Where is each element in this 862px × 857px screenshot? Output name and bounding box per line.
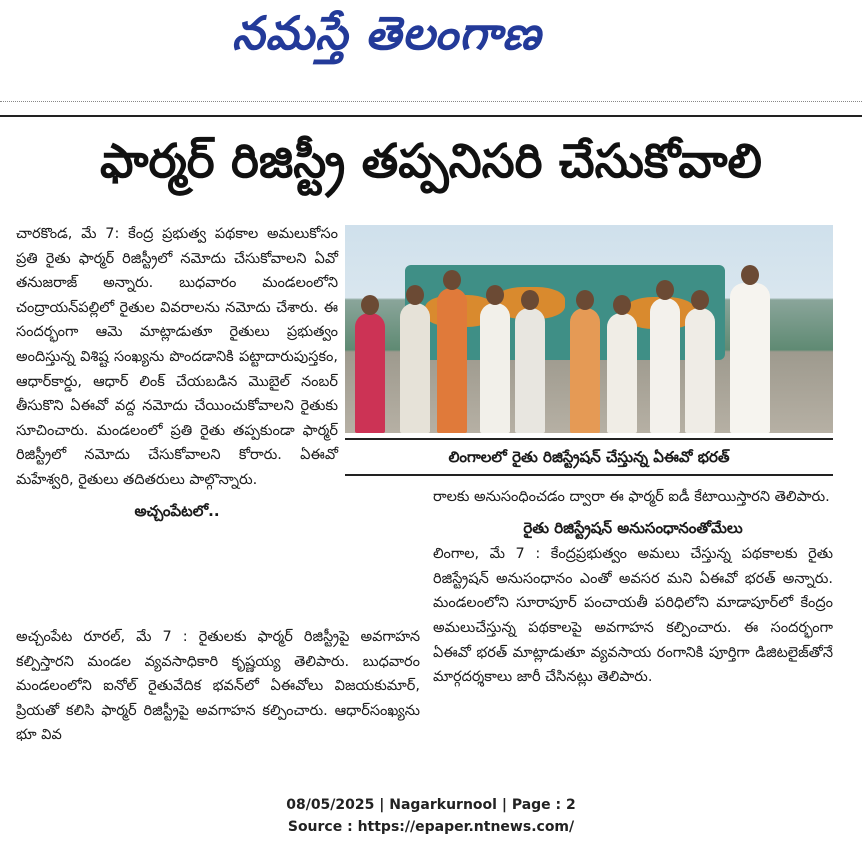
footer-source-link[interactable]: Source : https://epaper.ntnews.com/ [287,819,575,835]
person [437,288,467,433]
person-head [741,265,759,285]
person [570,308,600,433]
person-head [406,285,424,305]
article-paragraph-charakonda: చారకొండ, మే 7: కేంద్ర ప్రభుత్వ పథకాల అమలుకోసం ప్రతి రైతు ఫార్మర్ రిజిస్ట్రీలో నమోదు చేసుకోవాలని ఏవో తనుజరాజ్ అన్నారు. బుధవారం మండలంలోని చంద్రాయన్‌పల్లిలో రైతుల వివరాలను నమోదు చేశారు. ఈ సందర్భంగా ఆమె మాట్లాడుతూ రైతులు ప్రభుత్వం అందిస్తున్న విశిష్ట సంఖ్యను పొందడానికి పట్టాదారుపుస్తకం, ఆధార్‌కార్డు, ఆధార్ లింక్ చేయబడిన మొబైల్ నంబర్ తీసుకొని ఏఈవో వద్ద నమోదు చేయించుకోవాలని రైతుకు సూచించారు. మండలంలో ప్రతి రైతు తప్పకుండా ఫార్మర్ రిజిస్ట్రీలో నమోదు చేసుకోవాలని కోరారు. ఏఈవో మహేశ్వరి, రైతులు తదితరులు పాల్గొన్నారు. [16,226,338,488]
subhead-achampet: అచ్చంపేటలో.. [134,501,220,520]
masthead [0,0,862,100]
article-column-left-top [16,222,338,525]
article-headline: ఫార్మర్ రిజిస్ట్రీ తప్పనిసరి చేసుకోవాలి [100,134,762,189]
subhead-lingala: రైతు రిజిస్ట్రేషన్ అనుసంధానంతోమేలు [523,518,743,537]
person [607,313,637,433]
person-head [656,280,674,300]
person-head [443,270,461,290]
masthead-divider [0,97,862,102]
person [685,308,715,433]
newspaper-logo: నమస్తే తెలంగాణ [232,6,542,60]
footer-date-edition: 08/05/2025 | Nagarkurnool | Page : 2 [286,797,576,813]
person-head [691,290,709,310]
person [650,298,680,433]
person-head [361,295,379,315]
photo-caption: లింగాలలో రైతు రిజిస్ట్రేషన్ చేస్తున్న ఏఈవో భరత్ [345,438,833,476]
person [515,308,545,433]
article-paragraph-lingala: లింగాల, మే 7 : కేంద్రప్రభుత్వం అమలు చేస్తున్న పథకాలకు రైతు రిజిస్ట్రేషన్ అనుసంధానం ఎంతో అవసర మని ఏఈవో భరత్ అన్నారు. మండలంలోని సూరాపూర్ పంచాయతీ పరిధిలోని మాడాపూర్‌లో కేంద్రం అమలుచేస్తున్న పథకాలపై అవగాహన కల్పించారు. ఈ సందర్భంగా ఏఈవో భరత్ మాట్లాడుతూ వ్యవసాయ రంగానికి పూర్తిగా డిజిటలైజ్‌తోనే మార్గదర్శకాలు జారీ చేసినట్లు తెలిపారు. [433,546,833,686]
person-head [613,295,631,315]
news-photo [345,225,833,433]
page-footer [0,794,862,838]
person [355,313,385,433]
article-paragraph-achampet: అచ్చంపేట రూరల్, మే 7 : రైతులకు ఫార్మర్ రిజిస్ట్రీపై అవగాహన కల్పిస్తారని మండల వ్యవసాధికారి కృష్ణయ్య తెలిపారు. బుధవారం మండలంలోని ఐనోల్ రైతువేదిక భవన్‌లో ఏఈవోలు విజయకుమార్, ప్రియతో కలిసి ఫార్మర్ రిజిస్ట్రీపై అవగాహన కల్పించారు. ఆధార్‌సంఖ్యను భూ వివ [16,629,420,744]
person [400,303,430,433]
article-continuation: రాలకు అనుసంధించడం ద్వారా ఈ ఫార్మర్ ఐడీ కేటాయిస్తారని తెలిపారు. [433,489,830,505]
person-head [576,290,594,310]
person-head [486,285,504,305]
person [730,283,770,433]
person [480,303,510,433]
headline-top-rule [0,115,862,117]
article-column-right [433,485,833,690]
person-head [521,290,539,310]
article-column-left-bottom [16,625,420,748]
